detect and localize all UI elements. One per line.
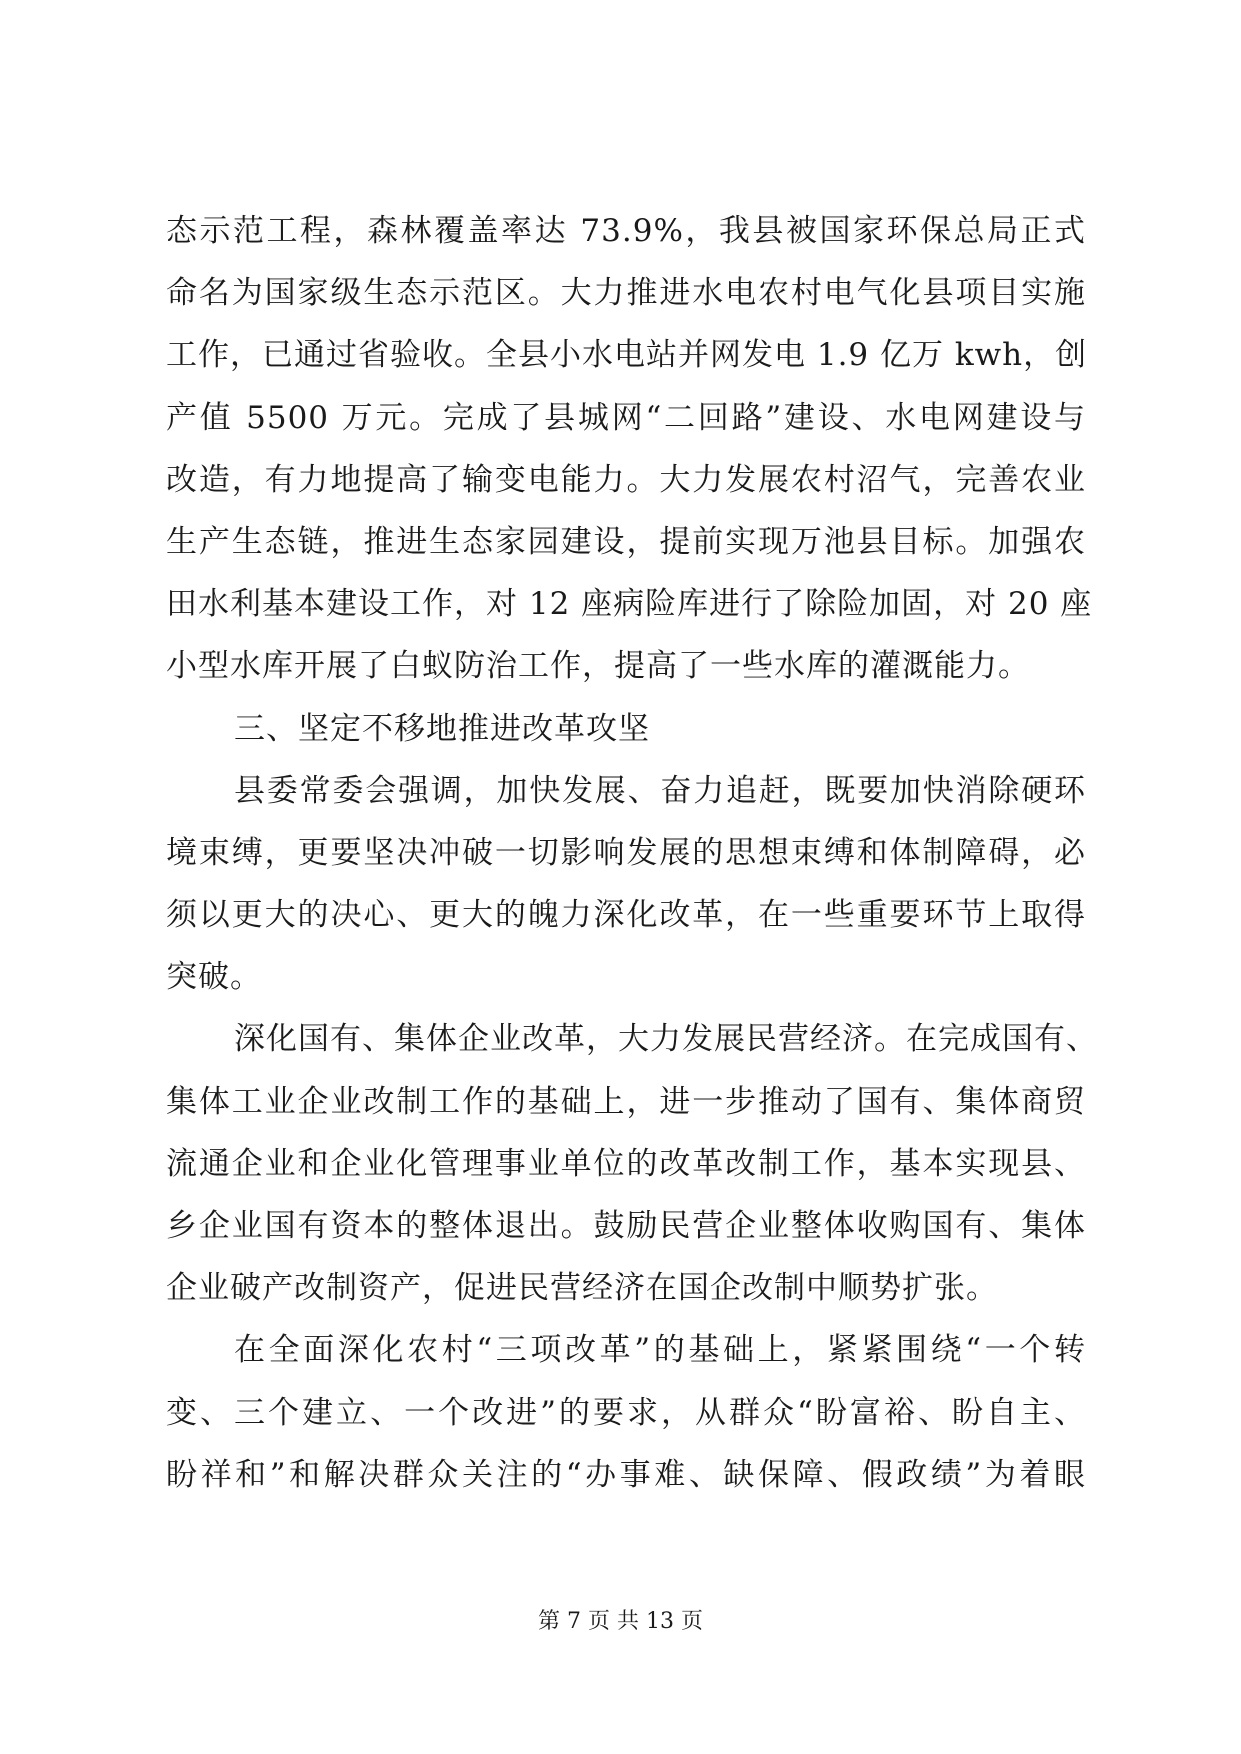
text-line: 小型水库开展了白蚁防治工作，提高了一些水库的灌溉能力。 — [166, 648, 1030, 685]
text-line: 命名为国家级生态示范区。大力推进水电农村电气化县项目实施 — [166, 275, 1086, 312]
document-body — [166, 200, 1098, 1506]
text-line: 集体工业企业改制工作的基础上，进一步推动了国有、集体商贸 — [166, 1083, 1086, 1120]
text-line: 盼祥和”和解决群众关注的“办事难、缺保障、假政绩”为着眼 — [166, 1456, 1086, 1493]
text-line: 企业破产改制资产，促进民营经济在国企改制中顺势扩张。 — [166, 1270, 998, 1307]
text-line: 县委常委会强调，加快发展、奋力追赶，既要加快消除硬环 — [234, 772, 1086, 809]
text-line: 乡企业国有资本的整体退出。鼓励民营企业整体收购国有、集体 — [166, 1208, 1086, 1244]
heading-text: 三、坚定不移地推进改革攻坚 — [234, 710, 650, 747]
text-line: 在全面深化农村“三项改革”的基础上，紧紧围绕“一个转 — [234, 1332, 1086, 1369]
text-line: 突破。 — [166, 959, 262, 996]
text-line: 深化国有、集体企业改革，大力发展民营经济。在完成国有、 — [234, 1021, 1098, 1058]
text-line: 境束缚，更要坚决冲破一切影响发展的思想束缚和体制障碍，必 — [166, 834, 1086, 871]
paragraph — [166, 1008, 1098, 1319]
paragraph — [166, 760, 1086, 1009]
paragraph — [166, 1319, 1086, 1506]
page-number-footer: 第 7 页 共 13 页 — [538, 1609, 703, 1634]
text-line: 田水利基本建设工作，对 12 座病险库进行了除险加固，对 20 座 — [166, 586, 1093, 623]
text-line: 须以更大的决心、更大的魄力深化改革，在一些重要环节上取得 — [166, 897, 1086, 934]
text-line: 态示范工程，森林覆盖率达 73.9%，我县被国家环保总局正式 — [166, 213, 1086, 249]
paragraph — [166, 200, 1093, 698]
section-heading — [166, 698, 1086, 760]
text-line: 生产生态链，推进生态家园建设，提前实现万池县目标。加强农 — [166, 523, 1086, 560]
text-line: 变、三个建立、一个改进”的要求，从群众“盼富裕、盼自主、 — [166, 1394, 1086, 1431]
text-line: 改造，有力地提高了输变电能力。大力发展农村沼气，完善农业 — [166, 461, 1086, 498]
text-line: 产值 5500 万元。完成了县城网“二回路”建设、水电网建设与 — [166, 399, 1086, 436]
text-line: 工作，已通过省验收。全县小水电站并网发电 1.9 亿万 kwh，创 — [166, 337, 1088, 374]
text-line: 流通企业和企业化管理事业单位的改革改制工作，基本实现县、 — [166, 1145, 1086, 1182]
